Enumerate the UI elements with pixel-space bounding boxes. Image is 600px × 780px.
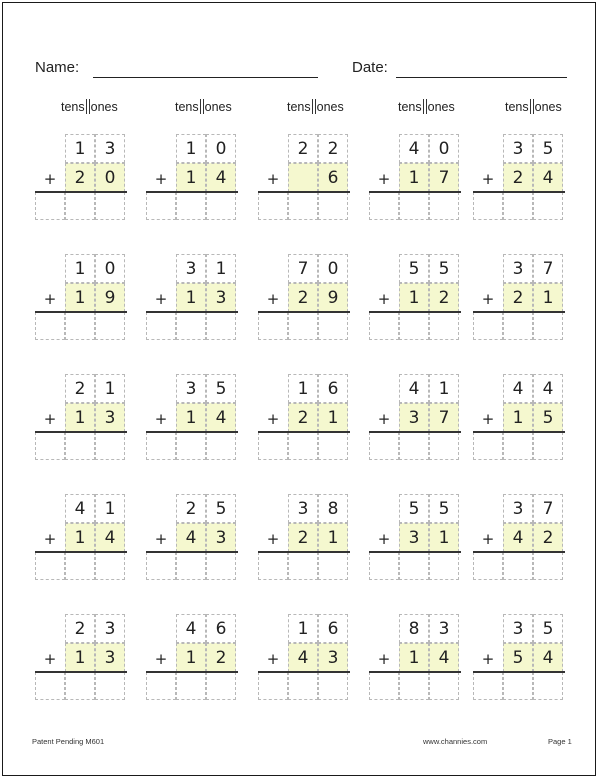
tens-answer-cell[interactable] — [399, 552, 429, 580]
addend-tens-digit: 4 — [512, 528, 524, 548]
top-ones-digit: 1 — [438, 379, 450, 399]
carry-answer-cell[interactable] — [473, 672, 503, 700]
plus-sign: + — [266, 650, 280, 668]
sum-line — [473, 191, 565, 193]
sum-line — [35, 431, 127, 433]
top-tens-digit: 5 — [408, 259, 420, 279]
addition-problem — [35, 374, 121, 460]
sum-line — [146, 311, 238, 313]
tens-answer-cell[interactable] — [399, 672, 429, 700]
column-heading — [505, 99, 575, 114]
heading-divider — [312, 99, 316, 114]
addend-tens-digit: 2 — [74, 168, 86, 188]
ones-answer-cell[interactable] — [95, 312, 125, 340]
addend-tens-digit: 1 — [185, 288, 197, 308]
plus-sign: + — [43, 530, 57, 548]
sum-line — [146, 191, 238, 193]
carry-answer-cell[interactable] — [369, 312, 399, 340]
addition-problem — [369, 614, 455, 700]
ones-answer-cell[interactable] — [206, 432, 236, 460]
addition-problem — [258, 134, 344, 220]
sum-line — [369, 191, 461, 193]
carry-answer-cell[interactable] — [258, 432, 288, 460]
addend-tens-digit: 2 — [297, 408, 309, 428]
top-tens-digit: 3 — [185, 259, 197, 279]
ones-answer-cell[interactable] — [533, 192, 563, 220]
tens-answer-cell[interactable] — [176, 192, 206, 220]
addend-ones-digit: 1 — [327, 408, 339, 428]
heading-divider — [530, 99, 534, 114]
carry-answer-cell[interactable] — [146, 552, 176, 580]
top-ones-digit: 5 — [215, 499, 227, 519]
addend-ones-digit: 0 — [104, 168, 116, 188]
top-ones-digit: 0 — [327, 259, 339, 279]
tens-heading: tens — [505, 99, 529, 114]
top-tens-digit: 2 — [297, 139, 309, 159]
tens-addend-cell — [288, 163, 318, 192]
addend-tens-digit: 1 — [185, 648, 197, 668]
addition-problem — [35, 134, 121, 220]
top-ones-digit: 6 — [327, 379, 339, 399]
top-tens-digit: 3 — [512, 619, 524, 639]
sum-line — [146, 671, 238, 673]
top-tens-digit: 3 — [512, 259, 524, 279]
tens-answer-cell[interactable] — [288, 312, 318, 340]
top-tens-digit: 4 — [185, 619, 197, 639]
tens-answer-cell[interactable] — [176, 312, 206, 340]
sum-line — [473, 671, 565, 673]
carry-answer-cell[interactable] — [35, 432, 65, 460]
top-tens-digit: 1 — [74, 139, 86, 159]
top-ones-digit: 3 — [104, 139, 116, 159]
sum-line — [258, 671, 350, 673]
ones-answer-cell[interactable] — [206, 192, 236, 220]
plus-sign: + — [154, 410, 168, 428]
top-ones-digit: 7 — [542, 259, 554, 279]
tens-answer-cell[interactable] — [176, 672, 206, 700]
top-ones-digit: 1 — [104, 499, 116, 519]
addend-tens-digit: 1 — [408, 168, 420, 188]
addend-ones-digit: 4 — [542, 648, 554, 668]
ones-answer-cell[interactable] — [95, 672, 125, 700]
carry-answer-cell[interactable] — [258, 552, 288, 580]
addend-ones-digit: 3 — [215, 288, 227, 308]
sum-line — [473, 551, 565, 553]
carry-answer-cell[interactable] — [369, 432, 399, 460]
addition-problem — [146, 494, 232, 580]
carry-answer-cell[interactable] — [35, 552, 65, 580]
ones-heading: ones — [427, 99, 455, 114]
carry-answer-cell[interactable] — [473, 432, 503, 460]
plus-sign: + — [266, 290, 280, 308]
plus-sign: + — [43, 170, 57, 188]
plus-sign: + — [266, 170, 280, 188]
plus-sign: + — [43, 290, 57, 308]
sum-line — [369, 671, 461, 673]
carry-answer-cell[interactable] — [258, 192, 288, 220]
carry-answer-cell[interactable] — [369, 672, 399, 700]
addition-problem — [369, 134, 455, 220]
top-tens-digit: 4 — [408, 139, 420, 159]
top-tens-digit: 8 — [408, 619, 420, 639]
addition-problem — [146, 254, 232, 340]
carry-answer-cell[interactable] — [473, 552, 503, 580]
addition-problem — [35, 494, 121, 580]
top-ones-digit: 5 — [542, 619, 554, 639]
addend-ones-digit: 4 — [215, 408, 227, 428]
ones-answer-cell[interactable] — [206, 312, 236, 340]
tens-answer-cell[interactable] — [399, 192, 429, 220]
top-ones-digit: 3 — [104, 619, 116, 639]
tens-answer-cell[interactable] — [503, 312, 533, 340]
tens-answer-cell[interactable] — [65, 552, 95, 580]
ones-answer-cell[interactable] — [95, 192, 125, 220]
ones-answer-cell[interactable] — [429, 432, 459, 460]
carry-answer-cell[interactable] — [35, 672, 65, 700]
sum-line — [369, 431, 461, 433]
plus-sign: + — [481, 170, 495, 188]
plus-sign: + — [154, 650, 168, 668]
tens-answer-cell[interactable] — [288, 672, 318, 700]
addend-tens-digit: 5 — [512, 648, 524, 668]
ones-answer-cell[interactable] — [533, 552, 563, 580]
column-heading — [61, 99, 131, 114]
tens-answer-cell[interactable] — [65, 192, 95, 220]
addend-tens-digit: 1 — [185, 408, 197, 428]
tens-answer-cell[interactable] — [288, 432, 318, 460]
top-tens-digit: 1 — [185, 139, 197, 159]
addend-tens-digit: 3 — [408, 408, 420, 428]
ones-answer-cell[interactable] — [206, 552, 236, 580]
sum-line — [369, 311, 461, 313]
top-ones-digit: 8 — [327, 499, 339, 519]
plus-sign: + — [266, 530, 280, 548]
top-tens-digit: 1 — [297, 619, 309, 639]
footer-page-number: Page 1 — [548, 737, 572, 746]
tens-answer-cell[interactable] — [399, 312, 429, 340]
sum-line — [258, 191, 350, 193]
plus-sign: + — [377, 530, 391, 548]
addend-ones-digit: 2 — [215, 648, 227, 668]
tens-answer-cell[interactable] — [503, 432, 533, 460]
ones-answer-cell[interactable] — [95, 432, 125, 460]
addend-tens-digit: 4 — [297, 648, 309, 668]
addition-problem — [369, 494, 455, 580]
addend-tens-digit: 1 — [185, 168, 197, 188]
ones-answer-cell[interactable] — [429, 552, 459, 580]
top-tens-digit: 3 — [512, 499, 524, 519]
carry-answer-cell[interactable] — [369, 552, 399, 580]
top-ones-digit: 3 — [438, 619, 450, 639]
carry-answer-cell[interactable] — [473, 312, 503, 340]
addition-problem — [258, 254, 344, 340]
addend-ones-digit: 9 — [104, 288, 116, 308]
addend-tens-digit: 1 — [512, 408, 524, 428]
ones-answer-cell[interactable] — [206, 672, 236, 700]
tens-answer-cell[interactable] — [288, 192, 318, 220]
top-ones-digit: 1 — [104, 379, 116, 399]
top-ones-digit: 7 — [542, 499, 554, 519]
addition-problem — [473, 494, 559, 580]
tens-answer-cell[interactable] — [65, 672, 95, 700]
tens-answer-cell[interactable] — [65, 312, 95, 340]
sum-line — [35, 671, 127, 673]
plus-sign: + — [481, 530, 495, 548]
column-heading — [398, 99, 468, 114]
addition-problem — [258, 614, 344, 700]
addend-tens-digit: 2 — [512, 288, 524, 308]
addition-problem — [258, 374, 344, 460]
tens-heading: tens — [175, 99, 199, 114]
addend-tens-digit: 1 — [74, 288, 86, 308]
top-ones-digit: 0 — [438, 139, 450, 159]
heading-divider — [200, 99, 204, 114]
ones-answer-cell[interactable] — [533, 432, 563, 460]
plus-sign: + — [266, 410, 280, 428]
ones-answer-cell[interactable] — [318, 432, 348, 460]
addend-tens-digit: 1 — [74, 528, 86, 548]
plus-sign: + — [377, 170, 391, 188]
top-tens-digit: 7 — [297, 259, 309, 279]
tens-answer-cell[interactable] — [503, 552, 533, 580]
name-label: Name: — [35, 59, 80, 76]
date-label: Date: — [352, 59, 388, 76]
column-heading — [175, 99, 245, 114]
addend-ones-digit: 1 — [438, 528, 450, 548]
top-tens-digit: 4 — [408, 379, 420, 399]
top-tens-digit: 3 — [185, 379, 197, 399]
ones-answer-cell[interactable] — [318, 312, 348, 340]
ones-answer-cell[interactable] — [429, 312, 459, 340]
plus-sign: + — [377, 410, 391, 428]
sum-line — [473, 431, 565, 433]
ones-answer-cell[interactable] — [318, 192, 348, 220]
plus-sign: + — [43, 650, 57, 668]
ones-answer-cell[interactable] — [533, 312, 563, 340]
tens-answer-cell[interactable] — [288, 552, 318, 580]
addend-ones-digit: 3 — [215, 528, 227, 548]
ones-heading: ones — [204, 99, 232, 114]
top-tens-digit: 1 — [74, 259, 86, 279]
sum-line — [146, 551, 238, 553]
ones-heading: ones — [534, 99, 562, 114]
addition-problem — [473, 254, 559, 340]
top-ones-digit: 0 — [104, 259, 116, 279]
tens-answer-cell[interactable] — [65, 432, 95, 460]
addend-tens-digit: 1 — [408, 648, 420, 668]
top-ones-digit: 5 — [438, 499, 450, 519]
top-ones-digit: 5 — [542, 139, 554, 159]
addition-problem — [146, 374, 232, 460]
addition-problem — [146, 134, 232, 220]
carry-answer-cell[interactable] — [146, 672, 176, 700]
addition-problem — [473, 614, 559, 700]
addition-problem — [369, 254, 455, 340]
top-tens-digit: 3 — [297, 499, 309, 519]
date-field[interactable] — [396, 77, 567, 78]
top-tens-digit: 3 — [512, 139, 524, 159]
addend-ones-digit: 4 — [438, 648, 450, 668]
tens-answer-cell[interactable] — [503, 672, 533, 700]
top-ones-digit: 6 — [215, 619, 227, 639]
addition-problem — [146, 614, 232, 700]
plus-sign: + — [377, 650, 391, 668]
sum-line — [35, 311, 127, 313]
name-field[interactable] — [93, 77, 318, 78]
top-tens-digit: 1 — [297, 379, 309, 399]
addition-problem — [473, 374, 559, 460]
addend-ones-digit: 3 — [327, 648, 339, 668]
sum-line — [369, 551, 461, 553]
addend-ones-digit: 3 — [104, 648, 116, 668]
tens-answer-cell[interactable] — [399, 432, 429, 460]
top-ones-digit: 4 — [542, 379, 554, 399]
heading-divider — [423, 99, 427, 114]
carry-answer-cell[interactable] — [146, 192, 176, 220]
footer-website: www.channies.com — [423, 737, 488, 746]
top-tens-digit: 4 — [74, 499, 86, 519]
plus-sign: + — [481, 290, 495, 308]
plus-sign: + — [154, 530, 168, 548]
tens-answer-cell[interactable] — [176, 432, 206, 460]
addend-tens-digit: 1 — [74, 408, 86, 428]
addition-problem — [258, 494, 344, 580]
ones-heading: ones — [90, 99, 118, 114]
plus-sign: + — [154, 170, 168, 188]
ones-answer-cell[interactable] — [429, 192, 459, 220]
sum-line — [35, 551, 127, 553]
addend-ones-digit: 2 — [542, 528, 554, 548]
ones-heading: ones — [316, 99, 344, 114]
addend-tens-digit: 1 — [408, 288, 420, 308]
addition-problem — [473, 134, 559, 220]
column-heading — [287, 99, 357, 114]
addend-ones-digit: 1 — [327, 528, 339, 548]
addend-ones-digit: 4 — [104, 528, 116, 548]
sum-line — [35, 191, 127, 193]
addend-tens-digit: 2 — [512, 168, 524, 188]
ones-answer-cell[interactable] — [318, 672, 348, 700]
sum-line — [473, 311, 565, 313]
top-ones-digit: 0 — [215, 139, 227, 159]
carry-answer-cell[interactable] — [369, 192, 399, 220]
top-tens-digit: 2 — [74, 379, 86, 399]
top-tens-digit: 2 — [74, 619, 86, 639]
heading-divider — [86, 99, 90, 114]
addend-ones-digit: 6 — [327, 168, 339, 188]
ones-answer-cell[interactable] — [318, 552, 348, 580]
plus-sign: + — [377, 290, 391, 308]
addend-ones-digit: 4 — [215, 168, 227, 188]
ones-answer-cell[interactable] — [95, 552, 125, 580]
top-ones-digit: 5 — [438, 259, 450, 279]
plus-sign: + — [481, 650, 495, 668]
top-ones-digit: 5 — [215, 379, 227, 399]
addend-tens-digit: 3 — [408, 528, 420, 548]
addend-ones-digit: 7 — [438, 408, 450, 428]
plus-sign: + — [43, 410, 57, 428]
tens-answer-cell[interactable] — [176, 552, 206, 580]
addend-ones-digit: 7 — [438, 168, 450, 188]
sum-line — [258, 551, 350, 553]
addend-ones-digit: 9 — [327, 288, 339, 308]
addend-tens-digit: 1 — [74, 648, 86, 668]
plus-sign: + — [154, 290, 168, 308]
addend-ones-digit: 4 — [542, 168, 554, 188]
tens-heading: tens — [287, 99, 311, 114]
addend-tens-digit: 2 — [297, 288, 309, 308]
addend-ones-digit: 2 — [438, 288, 450, 308]
addend-tens-digit: 4 — [185, 528, 197, 548]
plus-sign: + — [481, 410, 495, 428]
top-tens-digit: 5 — [408, 499, 420, 519]
carry-answer-cell[interactable] — [35, 312, 65, 340]
ones-answer-cell[interactable] — [533, 672, 563, 700]
top-ones-digit: 6 — [327, 619, 339, 639]
addition-problem — [35, 614, 121, 700]
top-ones-digit: 1 — [215, 259, 227, 279]
addend-tens-digit: 2 — [297, 528, 309, 548]
tens-heading: tens — [398, 99, 422, 114]
addend-ones-digit: 5 — [542, 408, 554, 428]
addend-ones-digit: 3 — [104, 408, 116, 428]
top-tens-digit: 4 — [512, 379, 524, 399]
footer-patent: Patent Pending M601 — [32, 737, 105, 746]
carry-answer-cell[interactable] — [35, 192, 65, 220]
ones-answer-cell[interactable] — [429, 672, 459, 700]
addition-problem — [35, 254, 121, 340]
tens-answer-cell[interactable] — [503, 192, 533, 220]
carry-answer-cell[interactable] — [146, 312, 176, 340]
top-ones-digit: 2 — [327, 139, 339, 159]
carry-answer-cell[interactable] — [258, 672, 288, 700]
addition-problem — [369, 374, 455, 460]
tens-heading: tens — [61, 99, 85, 114]
sum-line — [258, 431, 350, 433]
top-tens-digit: 2 — [185, 499, 197, 519]
sum-line — [146, 431, 238, 433]
carry-answer-cell[interactable] — [258, 312, 288, 340]
sum-line — [258, 311, 350, 313]
carry-answer-cell[interactable] — [146, 432, 176, 460]
addend-ones-digit: 1 — [542, 288, 554, 308]
carry-answer-cell[interactable] — [473, 192, 503, 220]
